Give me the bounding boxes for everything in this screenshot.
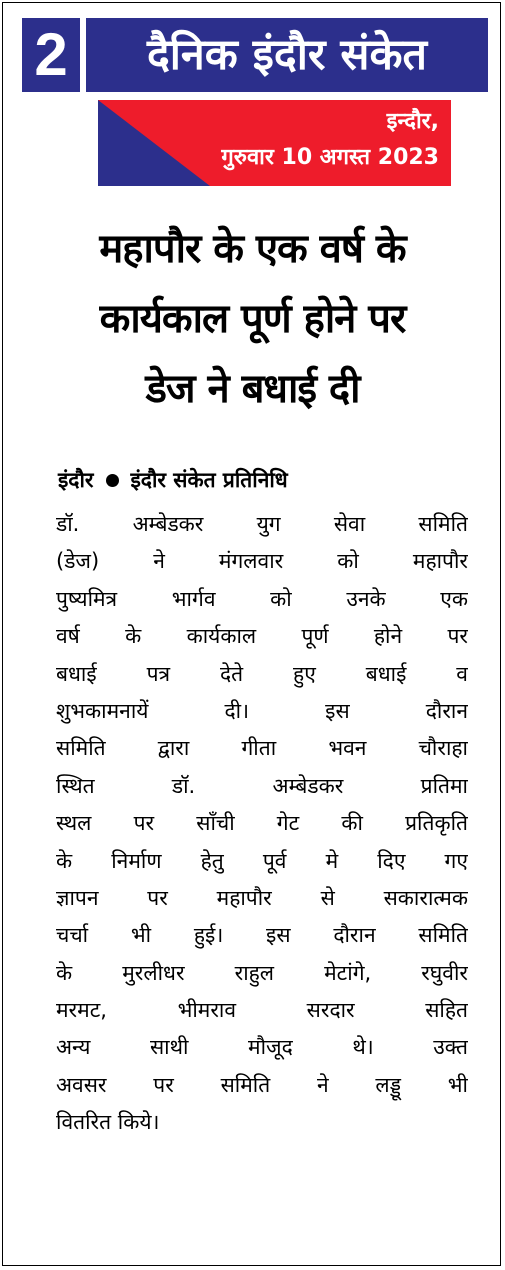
- banner-triangle-decoration: [98, 100, 210, 186]
- body-line: डॉ. अम्बेडकर युग सेवा समिति: [56, 512, 468, 536]
- body-line: अवसर पर समिति ने लड्डू भी: [56, 1072, 468, 1097]
- body-line: स्थित डॉ. अम्बेडकर प्रतिमा: [56, 773, 468, 798]
- body-line: पुष्यमित्र भार्गव को उनके एक: [56, 586, 468, 611]
- body-line: शुभकामनायें दी। इस दौरान: [56, 698, 468, 723]
- body-line: स्थल पर साँची गेट की प्रतिकृति: [56, 811, 468, 836]
- body-line: मरमट, भीमराव सरदार सहित: [56, 998, 468, 1023]
- dateline-date: गुरुवार 10 अगस्त 2023: [221, 145, 439, 170]
- headline: [20, 214, 485, 424]
- byline-place: इंदौर: [58, 468, 94, 492]
- dateline-city: इन्दौर,: [386, 109, 439, 134]
- body-line: अन्य साथी मौजूद थे। उक्त: [56, 1035, 468, 1060]
- body-line: के मुरलीधर राहुल मेटांगे, रघुवीर: [56, 960, 468, 985]
- bullet-dot-icon: [106, 474, 119, 487]
- byline-reporter: इंदौर संकेत प्रतिनिधि: [130, 468, 288, 492]
- newspaper-name: दैनिक इंदौर संकेत: [86, 18, 488, 92]
- masthead: [22, 18, 488, 92]
- body-line: (डेज) ने मंगलवार को महापौर: [56, 549, 468, 574]
- body-line: बधाई पत्र देते हुए बधाई व: [56, 661, 468, 686]
- body-line: समिति द्वारा गीता भवन चौराहा: [56, 736, 468, 761]
- article-body: [56, 506, 468, 1142]
- body-line: वर्ष के कार्यकाल पूर्ण होने पर: [56, 624, 468, 649]
- dateline-banner: [98, 100, 451, 186]
- page-number: 2: [22, 18, 80, 92]
- body-line: के निर्माण हेतु पूर्व मे दिए गए: [56, 848, 468, 873]
- body-line: वितरित किये।: [56, 1110, 160, 1135]
- byline: [58, 464, 478, 496]
- headline-line: डेज ने बधाई दी: [145, 366, 360, 412]
- headline-line: कार्यकाल पूर्ण होने पर: [99, 296, 406, 342]
- body-line: ज्ञापन पर महापौर से सकारात्मक: [56, 885, 468, 910]
- headline-line: महापौर के एक वर्ष के: [99, 226, 406, 272]
- body-line: चर्चा भी हुई। इस दौरान समिति: [56, 923, 468, 948]
